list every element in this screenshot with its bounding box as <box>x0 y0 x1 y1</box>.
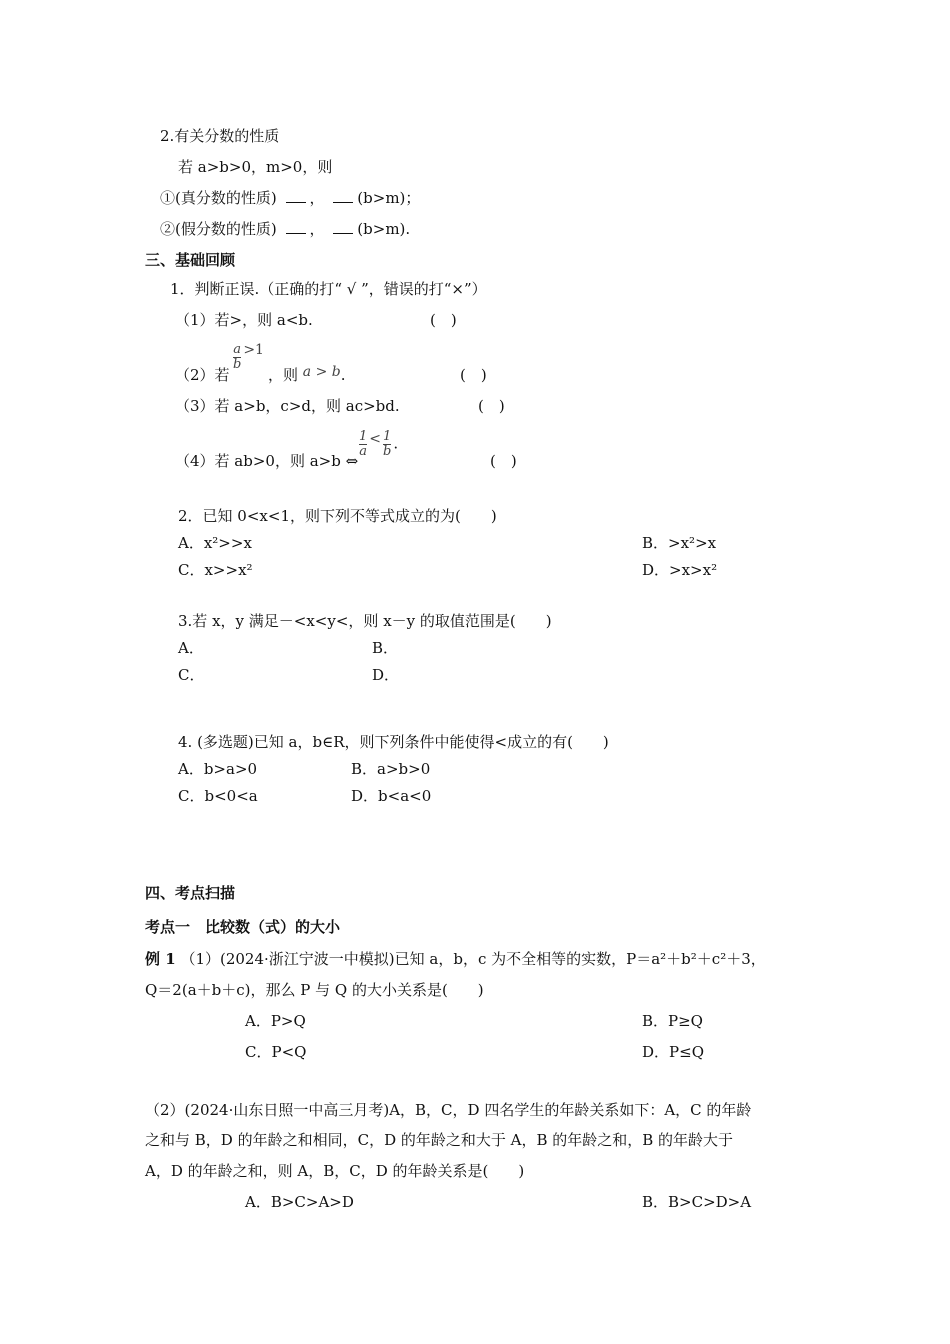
answer-blank[interactable] <box>286 219 306 234</box>
option-b[interactable]: B．>x²>x <box>642 534 717 552</box>
question-3-stem: 3.若 x，y 满足－<x<y<，则 x－y 的取值范围是( ) <box>178 612 552 630</box>
example-label: 例 1 <box>145 950 176 968</box>
option-d[interactable]: D．b<a<0 <box>351 787 432 805</box>
option-b[interactable]: B．P≥Q <box>642 1012 703 1030</box>
example-1-line-2: Q＝2(a＋b＋c)，那么 P 与 Q 的大小关系是( ) <box>145 981 484 999</box>
judge-item-1: （1）若>，则 a<b. <box>175 311 313 329</box>
answer-paren[interactable]: ( ) <box>460 366 487 384</box>
question-4-stem: 4. (多选题)已知 a，b∈R，则下列条件中能使得<成立的有( ) <box>178 733 609 751</box>
section-heading: 三、基础回顾 <box>145 251 236 269</box>
option-a[interactable]: A．P>Q <box>245 1012 306 1030</box>
condition: (b>m)； <box>357 189 421 207</box>
option-b[interactable]: B．a>b>0 <box>351 760 431 778</box>
example-2-line-3: A，D 的年龄之和，则 A，B，C，D 的年龄关系是( ) <box>145 1162 525 1180</box>
then-word: ，则 <box>268 366 299 384</box>
example-2-line-2: 之和与 B，D 的年龄之和相同，C，D 的年龄之和大于 A，B 的年龄之和，B 的年龄大于 <box>145 1131 734 1149</box>
separator: ， <box>309 189 325 207</box>
option-a[interactable]: A．x²>>x <box>178 534 252 552</box>
option-a[interactable]: A．b>a>0 <box>178 760 258 778</box>
judge-item-3: （3）若 a>b，c>d，则 ac>bd. <box>175 397 400 415</box>
item-label: （2）若 <box>175 366 230 384</box>
property-1-label: ①(真分数的性质) <box>160 189 277 207</box>
option-a[interactable]: A． <box>178 639 204 657</box>
option-b[interactable]: B．B>C>D>A <box>642 1193 752 1211</box>
section-heading: 四、考点扫描 <box>145 884 236 902</box>
option-c[interactable]: C．b<0<a <box>178 787 258 805</box>
fraction-a-over-b: $\frac{a}{b}$ >1 <box>233 341 264 372</box>
judge-item-2-then: ，则 a > b. <box>268 364 346 384</box>
option-d[interactable]: D． <box>372 666 400 684</box>
condition: (b>m). <box>357 220 411 238</box>
item-label: （4）若 ab>0，则 a>b ⇔ <box>175 452 359 470</box>
option-d[interactable]: D．>x>x² <box>642 561 718 579</box>
option-d[interactable]: D．P≤Q <box>642 1043 704 1061</box>
option-c[interactable]: C． <box>178 666 205 684</box>
example-2-line-1: （2）(2024·山东日照一中高三月考)A，B，C，D 四名学生的年龄关系如下：A，C 的年龄 <box>145 1101 752 1119</box>
question-1-stem: 1．判断正误.（正确的打“ √ ”，错误的打“×”） <box>170 280 487 298</box>
answer-blank[interactable] <box>333 219 353 234</box>
answer-blank[interactable] <box>286 188 306 203</box>
judge-item-4 <box>175 451 358 471</box>
section-title: 2.有关分数的性质 <box>160 127 280 145</box>
question-2-stem: 2．已知 0<x<1，则下列不等式成立的为( ) <box>178 507 497 525</box>
answer-paren[interactable]: ( ) <box>478 397 505 415</box>
property-2-label: ②(假分数的性质) <box>160 220 277 238</box>
option-b[interactable]: B． <box>372 639 399 657</box>
answer-paren[interactable]: ( ) <box>490 452 517 470</box>
topic-heading: 考点一 比较数（式）的大小 <box>145 918 341 936</box>
option-a[interactable]: A．B>C>A>D <box>245 1193 354 1211</box>
option-c[interactable]: C．P<Q <box>245 1043 307 1061</box>
condition-line: 若 a>b>0，m>0，则 <box>178 158 333 176</box>
answer-blank[interactable] <box>333 188 353 203</box>
property-line-1 <box>160 188 420 208</box>
example-text: （1）(2024·浙江宁波一中模拟)已知 a，b，c 为不全相等的实数，P＝a²＋b²＋c²＋3， <box>180 950 766 968</box>
option-c[interactable]: C．x>>x² <box>178 561 253 579</box>
property-line-2 <box>160 219 410 239</box>
reciprocal-inequality: $\frac{1}{a}$ < $\frac{1}{b}$ . <box>359 429 399 459</box>
judge-item-2 <box>175 365 230 385</box>
example-1-line-1 <box>145 949 766 969</box>
separator: ， <box>309 220 325 238</box>
answer-paren[interactable]: ( ) <box>430 311 457 329</box>
